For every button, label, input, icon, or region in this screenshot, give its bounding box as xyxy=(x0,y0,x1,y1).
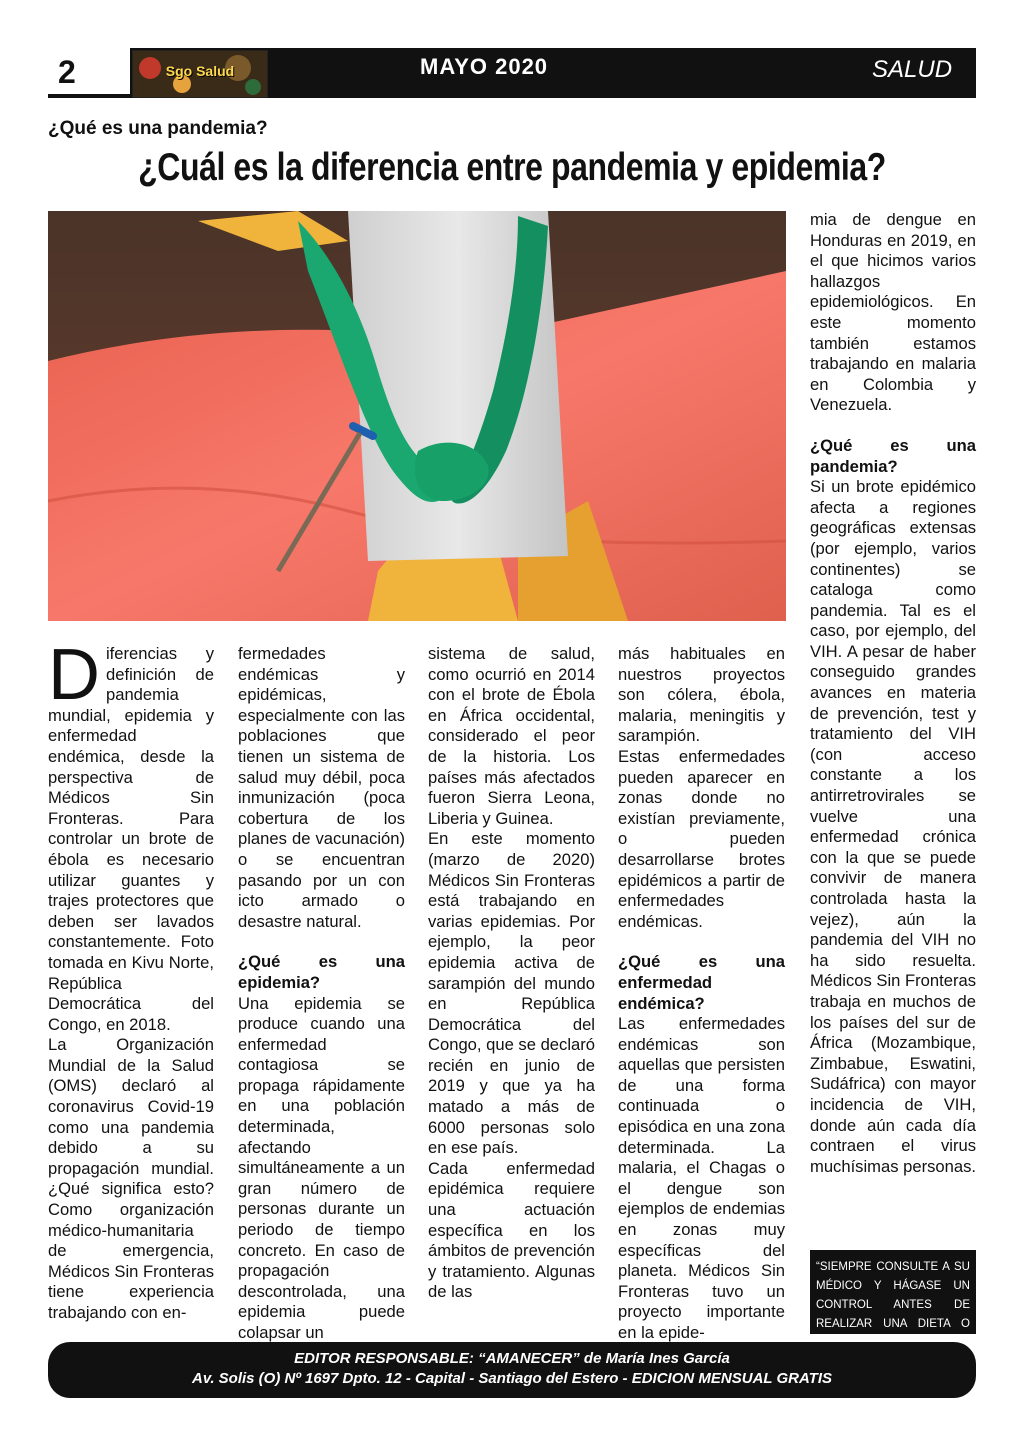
logo-text: Sgo Salud xyxy=(165,63,235,79)
footer-address: Av. Solis (O) Nº 1697 Dpto. 12 - Capital - Santiago del Estero - EDICION MENSUAL GRATIS xyxy=(191,1370,833,1387)
footer-editor: EDITOR RESPONSABLE: “AMANECER” de María Ines García xyxy=(294,1350,730,1367)
body-paragraph: más habituales en nuestros proyectos son cólera, ébola, malaria, meningitis y sarampión. xyxy=(618,644,785,746)
intro-paragraph: Diferencias y definición de pandemia mundial, epidemia y enfermedad endémica, desde la perspectiva de Médicos Sin Fronteras. Para controlar un brote de ébola es necesario utilizar guantes y trajes protectores que deben ser lavados constantemente. Foto tomada en Kivu Norte, República Democrática del Congo, en 2018. xyxy=(48,635,214,1034)
subheading-enfermedad-endemica: ¿Qué es una enfermedad endémica? xyxy=(618,952,785,1013)
drop-cap: D xyxy=(48,635,100,715)
footer-bar xyxy=(48,1342,976,1398)
body-paragraph: fermedades endémicas y epidémicas, especialmente con las poblaciones que tienen un sistema de salud muy débil, poca inmunización (poca cobertura de los planes de vacunación) o se encuentran pasando por un con icto armado o desastre natural. xyxy=(238,644,405,931)
article-kicker: ¿Qué es una pandemia? xyxy=(48,118,268,139)
subheading-epidemia: ¿Qué es una epidemia? xyxy=(238,952,405,992)
article-column-2 xyxy=(238,644,405,1344)
article-column-4 xyxy=(618,644,785,1344)
body-paragraph: Estas enfermedades pueden aparecer en zonas donde no existían previamente, o pueden desarrollarse brotes epidémicos a partir de enfermedades endémicas. xyxy=(618,746,785,931)
article-column-1 xyxy=(48,635,215,1324)
advice-box xyxy=(810,1250,976,1334)
section-name: SALUD xyxy=(872,56,953,83)
article-column-3 xyxy=(428,644,595,1303)
page-number: 2 xyxy=(58,54,76,90)
body-paragraph: sistema de salud, como ocurrió en 2014 con el brote de Ébola en África occidental, considerado el peor de la historia. Los países más afectados fueron Sierra Leona, Liberia y Guinea. xyxy=(428,644,595,828)
body-paragraph: Una epidemia se produce cuando una enfermedad contagiosa se propaga rápidamente en una población determinada, afectando simultáneamente a un gran número de personas durante un periodo de tiempo concreto. En caso de propagación descontrolada, una epidemia puede colapsar un xyxy=(238,993,405,1342)
body-paragraph: La Organización Mundial de la Salud (OMS) declaró al coronavirus Covid-19 como una pandemia debido a su propagación mundial. ¿Qué significa esto? Como organización médico-humanitaria de emergencia, Médicos Sin Fronteras tiene experiencia trabajando con en- xyxy=(48,1035,215,1322)
body-paragraph: Si un brote epidémico afecta a regiones geográficas extensas (por ejemplo, varios continentes) se cataloga como pandemia. Tal es el caso, por ejemplo, del VIH. A pesar de haber conseguido grandes avances en materia de prevención, test y tratamiento del VIH (con acceso constante a los antirretrovirales se vuelve una enfermedad crónica con la que se puede convivir de manera controlada hasta la vejez), aún la pandemia del VIH no ha sido resuelta. Médicos Sin Fronteras trabaja en muchos de los países del sur de África (Mozambique, Zimbabue, Eswatini, Sudáfrica) con mayor incidencia de VIH, donde aún cada día contraen el virus muchísimas personas. xyxy=(810,477,977,1176)
article-headline: ¿Cuál es la diferencia entre pandemia y epidemia? xyxy=(138,146,886,189)
body-paragraph: Cada enfermedad epidémica requiere una actuación específica en los ámbitos de prevención y tratamiento. Algunas de las xyxy=(428,1158,595,1302)
body-paragraph: En este momento (marzo de 2020) Médicos Sin Fronteras está trabajando en varias epidemias. Por ejemplo, la peor epidemia activa de sarampión del mundo en República Democrática del Congo, que se declaró recién en junio de 2019 y que ya ha matado a más de 6000 personas solo en ese país. xyxy=(428,829,595,1158)
advice-text: “SIEMPRE CONSULTE A SU MÉDICO Y HÁGASE UN CONTROL ANTES DE REALIZAR UNA DIETA O xyxy=(816,1261,970,1330)
subheading-pandemia: ¿Qué es una pandemia? xyxy=(810,435,976,476)
body-paragraph: mia de dengue en Honduras en 2019, en el que hicimos varios hallazgos epidemiológicos. En este momento también estamos trabajando en malaria en Colombia y Venezuela. xyxy=(810,210,976,415)
article-photo xyxy=(48,211,786,621)
article-column-5 xyxy=(810,210,976,1177)
issue-date: MAYO 2020 xyxy=(420,54,549,79)
photo-illustration xyxy=(48,211,786,621)
publication-logo xyxy=(132,50,268,98)
body-paragraph: Las enfermedades endémicas son aquellas que persisten de una forma continuada o episódica en una zona determinada. La malaria, el Chagas o el dengue son ejemplos de endemias en zonas muy específicas del planeta. Médicos Sin Fronteras tuvo un proyecto importante en la epide- xyxy=(618,1014,785,1342)
